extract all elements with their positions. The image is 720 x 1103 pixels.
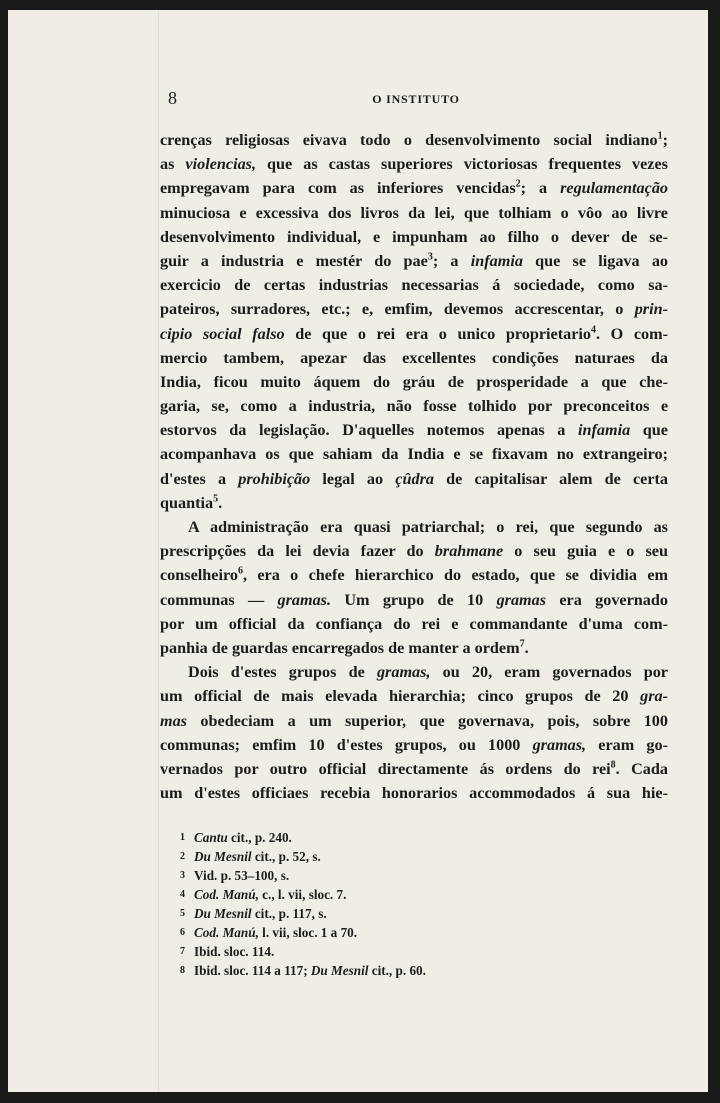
text-run: . Cada <box>615 759 668 778</box>
text-run: A administração era quasi patriarchal; o rei, que segundo as <box>188 518 668 536</box>
italic-term: prohibição <box>238 469 311 488</box>
text-run: conselheiro <box>160 566 238 585</box>
italic-term: prin- <box>634 300 668 319</box>
italic-term: gramas. <box>277 590 332 609</box>
text-run: legal ao <box>310 469 396 488</box>
footnote-ref: 2 <box>515 178 521 190</box>
footnote-number: 6 <box>180 927 185 938</box>
text-run: communas; emfim 10 d'estes grupos, ou 1000 <box>160 735 533 754</box>
footnote-ref: 3 <box>427 251 433 263</box>
running-title: O INSTITUTO <box>372 92 460 106</box>
footnote <box>180 961 650 980</box>
footnote <box>180 828 650 847</box>
text-line <box>160 757 668 781</box>
text-run: o seu guia e o seu <box>503 542 668 561</box>
book-page <box>8 10 708 1092</box>
italic-term: Cod. Manú, <box>194 887 259 902</box>
text-run: communas — <box>160 590 278 609</box>
text-run: um d'estes officiaes recebia honorarios accommodados á sua hie- <box>160 784 668 803</box>
footnote-number: 8 <box>180 965 185 976</box>
text-run: por um official da confiança do rei e commandante d'uma com- <box>160 614 668 633</box>
text-run: panhia de guardas encarregados de manter a ordem <box>160 638 520 657</box>
body-text <box>160 128 668 805</box>
text-run: as <box>160 155 186 174</box>
text-line <box>160 733 668 757</box>
text-run: acompanhava os que sahiam da India e se fixavam no extrangeiro; <box>160 445 668 464</box>
text-run: exercicio de certas industrias necessarias á sociedade, como sa- <box>160 276 668 295</box>
text-run: cit., p. 117, s. <box>251 906 327 921</box>
text-run: que as castas superiores victoriosas frequentes vezes <box>256 155 668 174</box>
text-run: . <box>218 493 223 512</box>
text-run: ; a <box>432 251 471 270</box>
text-run: d'estes a <box>160 469 239 488</box>
text-run: vernados por outro official directamente ás ordens do rei <box>160 759 611 778</box>
text-line <box>160 563 668 587</box>
italic-term: gramas <box>496 590 547 609</box>
footnotes <box>180 828 650 980</box>
italic-term: gramas, <box>532 735 587 754</box>
text-run: , era o chefe hierarchico do estado, que se dividia em <box>242 566 668 585</box>
text-line <box>160 176 668 200</box>
text-run: Ibid. sloc. 114. <box>194 944 275 959</box>
page-number: 8 <box>168 88 177 108</box>
text-run: guir a industria e mestér do pae <box>160 251 428 270</box>
footnote <box>180 923 650 942</box>
italic-term: gramas, <box>376 663 431 682</box>
text-run: cit., p. 52, s. <box>251 849 321 864</box>
text-run: eram go- <box>586 735 668 754</box>
text-line <box>160 636 668 660</box>
text-line <box>160 201 668 225</box>
text-run: ; <box>662 131 668 149</box>
text-run: de capitalisar alem de certa <box>433 469 668 488</box>
text-run: l. vii, sloc. 1 a 70. <box>258 925 358 940</box>
text-run: garia, se, como a industria, não fosse tolhido por preconceitos e <box>160 397 668 416</box>
text-line <box>160 467 668 491</box>
text-line <box>160 709 668 733</box>
text-line <box>160 660 668 684</box>
italic-term: infamia <box>470 251 523 270</box>
text-line <box>160 225 668 249</box>
footnote-number: 3 <box>180 870 185 881</box>
text-line <box>160 249 668 273</box>
text-line <box>160 781 668 805</box>
text-run: que <box>630 421 668 440</box>
footnote <box>180 847 650 866</box>
footnote-ref: 8 <box>610 759 616 771</box>
italic-term: violencias, <box>185 155 257 174</box>
italic-term: gra- <box>640 687 668 706</box>
footnote <box>180 885 650 904</box>
footnote-ref: 7 <box>519 638 525 650</box>
text-run: pateiros, surradores, etc.; e, emfim, devemos accrescentar, o <box>160 300 635 319</box>
text-run: era governado <box>546 590 668 609</box>
footnote-ref: 6 <box>237 565 243 577</box>
text-run: empregavam para com as inferiores vencidas <box>160 179 516 198</box>
italic-term: brahmane <box>434 542 504 561</box>
text-line <box>160 442 668 466</box>
text-run: minuciosa e excessiva dos livros da lei, que tolhiam o vôo ao livre <box>160 203 668 222</box>
text-line <box>160 370 668 394</box>
italic-term: infamia <box>578 421 631 440</box>
text-line <box>160 515 668 539</box>
italic-term: çûdra <box>395 469 434 488</box>
footnote-ref: 1 <box>657 130 663 142</box>
text-run: desenvolvimento individual, e impunham ao filho o dever de se- <box>160 227 668 246</box>
text-run: Ibid. sloc. 114 a 117; <box>194 963 311 978</box>
italic-term: regulamentação <box>560 179 668 198</box>
text-line <box>160 539 668 563</box>
text-run: prescripções da lei devia fazer do <box>160 542 435 561</box>
text-line <box>160 152 668 176</box>
footnote-ref: 4 <box>590 324 596 336</box>
italic-term: Cantu <box>194 830 228 845</box>
text-run: mercio tambem, apezar das excellentes condições naturaes da <box>160 348 668 367</box>
text-run: obedeciam a um superior, que governava, pois, sobre 100 <box>187 711 668 730</box>
italic-term: Cod. Manú, <box>194 925 259 940</box>
text-run: estorvos da legislação. D'aquelles notemos apenas a <box>160 421 578 440</box>
text-run: de que o rei era o unico proprietario <box>284 324 591 343</box>
text-run: um official de mais elevada hierarchia; cinco grupos de 20 <box>160 687 641 706</box>
text-run: que se ligava ao <box>522 251 668 270</box>
italic-term: Du Mesnil <box>194 849 252 864</box>
text-run: cit., p. 240. <box>227 830 292 845</box>
footnote-number: 7 <box>180 946 185 957</box>
footnote-number: 5 <box>180 908 185 919</box>
footnote-number: 4 <box>180 889 185 900</box>
footnote-number: 1 <box>180 832 185 843</box>
text-run: quantia <box>160 493 214 512</box>
footnote-ref: 5 <box>213 493 219 505</box>
text-run: India, ficou muito áquem do gráu de prosperidade a que che- <box>160 372 668 391</box>
text-run: Um grupo de 10 <box>331 590 497 609</box>
text-run: ou 20, eram governados por <box>430 663 668 682</box>
text-line <box>160 491 668 515</box>
page-header <box>160 88 672 112</box>
text-run: ; a <box>520 179 561 198</box>
text-run: . O com- <box>595 324 668 343</box>
text-line <box>160 612 668 636</box>
text-line <box>160 322 668 346</box>
text-line <box>160 346 668 370</box>
footnote <box>180 942 650 961</box>
text-run: . <box>524 638 529 657</box>
text-run: Vid. p. 53–100, s. <box>194 868 290 883</box>
footnote-number: 2 <box>180 851 185 862</box>
italic-term: cipio social falso <box>160 324 285 343</box>
text-run: cit., p. 60. <box>368 963 426 978</box>
text-line <box>160 588 668 612</box>
text-run: Dois d'estes grupos de <box>188 663 377 682</box>
italic-term: Du Mesnil <box>310 963 369 978</box>
text-line <box>160 394 668 418</box>
text-line <box>160 273 668 297</box>
footnote <box>180 866 650 885</box>
text-line <box>160 684 668 708</box>
italic-term: mas <box>160 711 187 730</box>
footnote <box>180 904 650 923</box>
text-line <box>160 297 668 321</box>
text-run: crenças religiosas eivava todo o desenvolvimento social indiano <box>160 131 658 149</box>
text-line <box>160 418 668 442</box>
italic-term: Du Mesnil <box>194 906 252 921</box>
text-line <box>160 128 668 152</box>
text-run: c., l. vii, sloc. 7. <box>258 887 347 902</box>
